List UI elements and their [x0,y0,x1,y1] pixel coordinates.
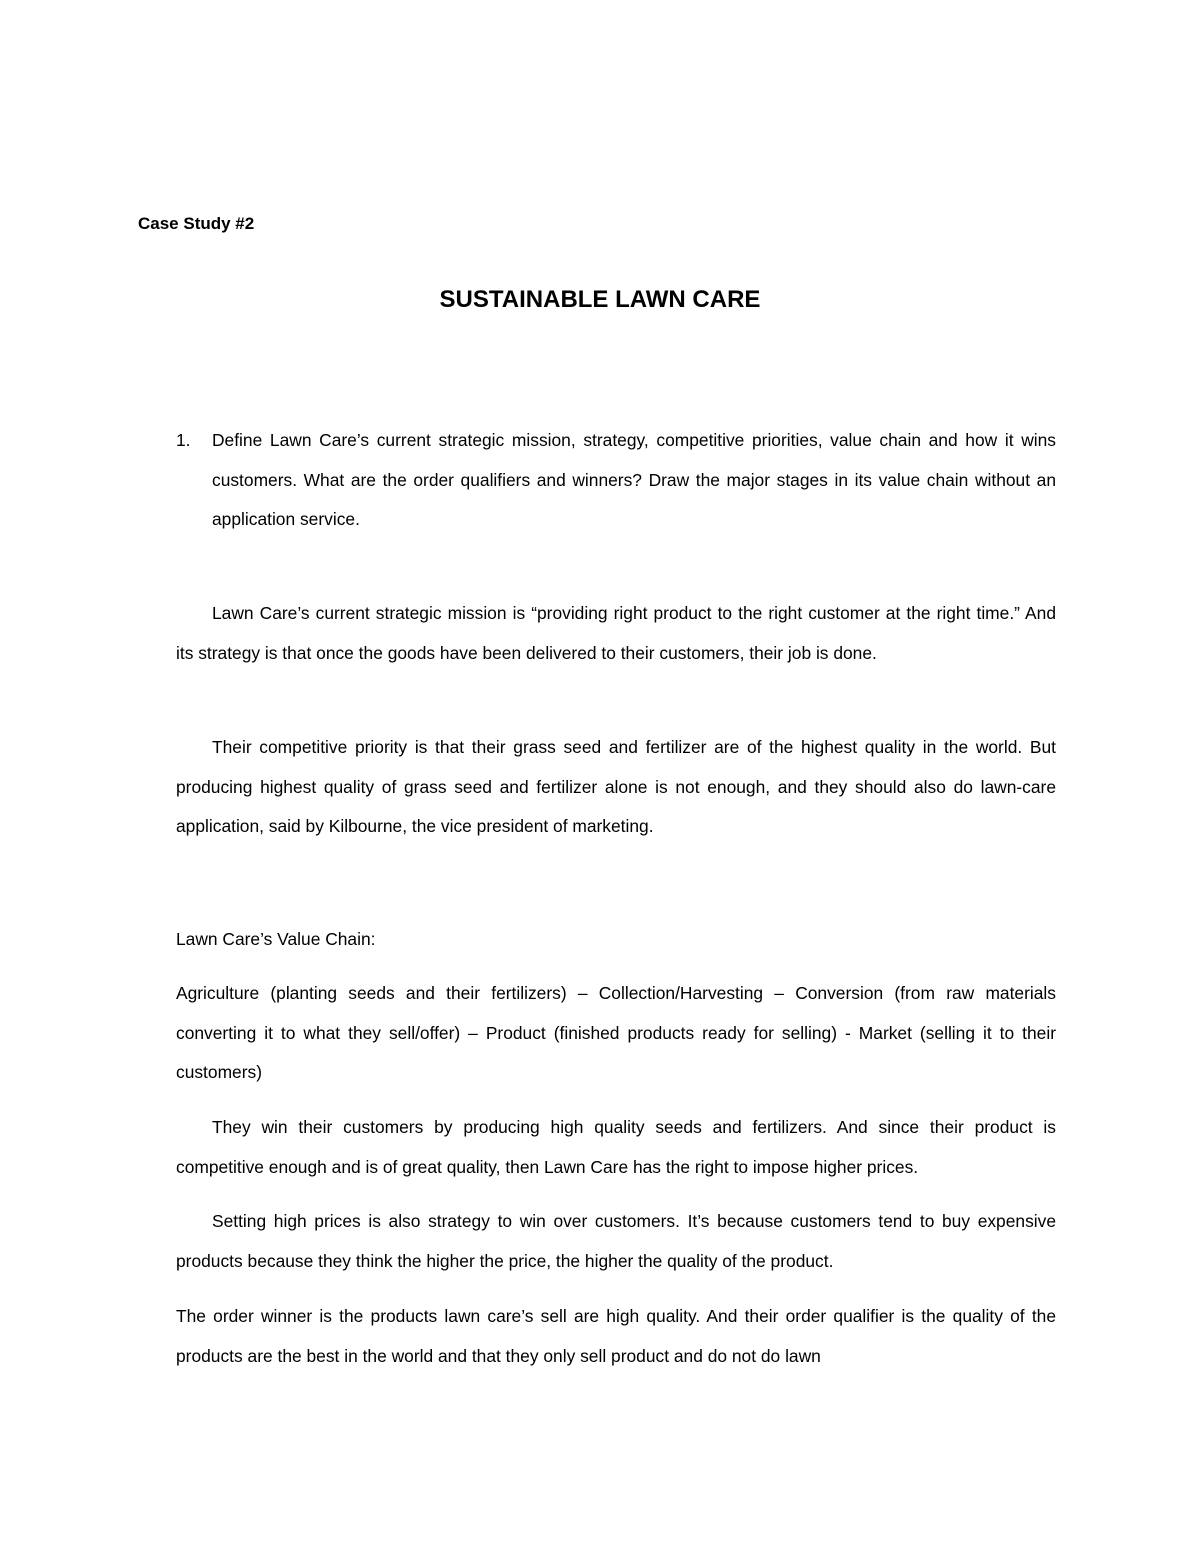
mission-paragraph: Lawn Care’s current strategic mission is “providing right product to the right customer at the right time.” And its strategy is that once the goods have been delivered to their customers, their job is done. [176,603,1056,663]
document-title: SUSTAINABLE LAWN CARE [439,286,761,313]
value-chain-paragraph: Agriculture (planting seeds and their fertilizers) – Collection/Harvesting – Conversion (from raw materials converting it to what they sell/offer) – Product (finished products ready for selling) - Market (selling it to their customers) [176,983,1056,1082]
order-winner-paragraph: The order winner is the products lawn care’s sell are high quality. And their order qualifier is the quality of the products are the best in the world and that they only sell product and do not do lawn [176,1306,1056,1366]
question-number: 1. [176,430,191,450]
question-text: Define Lawn Care’s current strategic mission, strategy, competitive priorities, value chain and how it wins customers. What are the order qualifiers and winners? Draw the major stages in its value chain without an application service. [212,430,1056,529]
priority-paragraph: Their competitive priority is that their grass seed and fertilizer are of the highest quality in the world. But producing highest quality of grass seed and fertilizer alone is not enough, and they should also do lawn-care application, said by Kilbourne, the vice president of marketing. [176,737,1056,836]
value-chain-heading: Lawn Care’s Value Chain: [176,929,376,949]
high-prices-paragraph: Setting high prices is also strategy to win over customers. It’s because customers tend to buy expensive products because they think the higher the price, the higher the quality of the product. [176,1211,1056,1271]
case-study-label: Case Study #2 [138,214,255,233]
win-customers-paragraph: They win their customers by producing high quality seeds and fertilizers. And since their product is competitive enough and is of great quality, then Lawn Care has the right to impose higher prices. [176,1117,1056,1177]
